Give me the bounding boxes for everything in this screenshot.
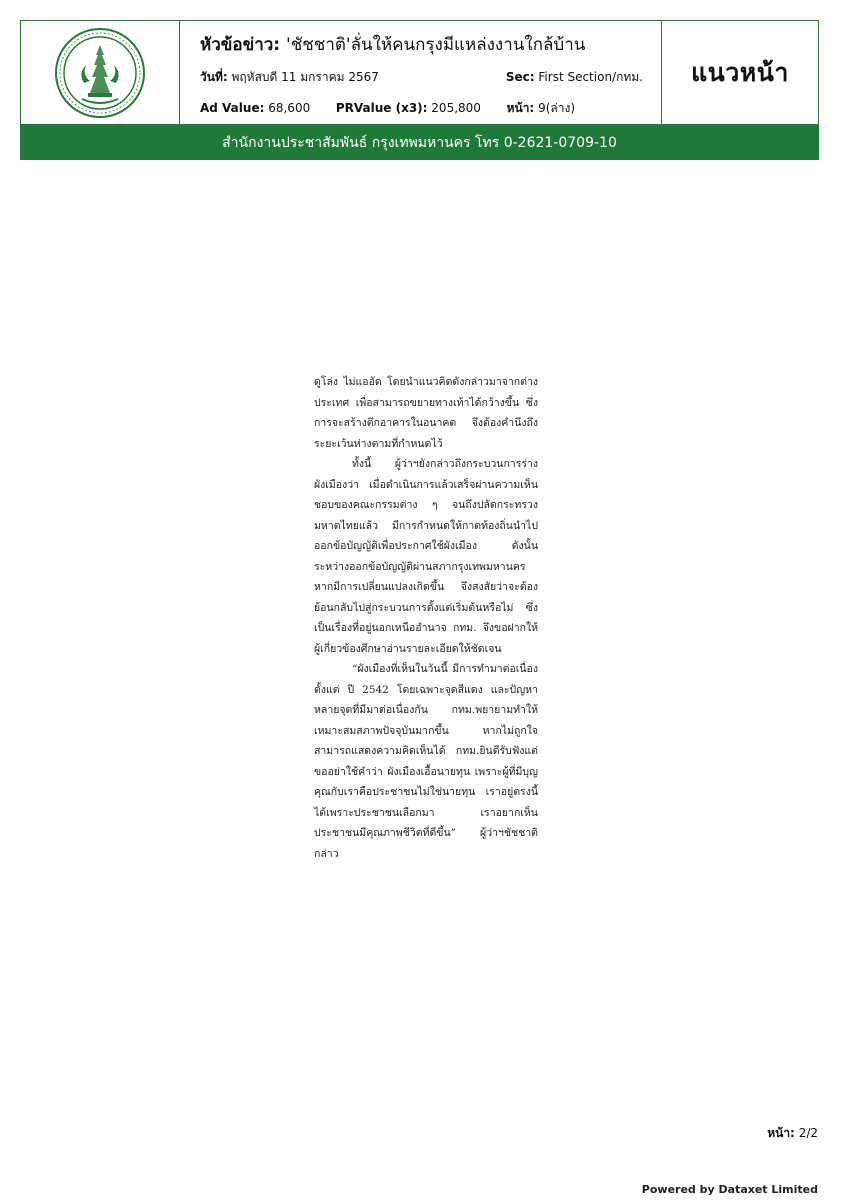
section-label: Sec: bbox=[505, 70, 535, 84]
date-label: วันที่: bbox=[200, 70, 228, 84]
article-paragraph: “ผังเมืองที่เห็นในวันนี้ มีการทำมาต่อเนื่องตั้งแต่ ปี 2542 โดยเฉพาะจุดสีแดง และปัญหาหลายจุดที่มีมาต่อเนื่องกัน กทม.พยายามทำให้เหมาะสมสภาพปัจจุบันมากขึ้น หากไม่ถูกใจสามารถแสดงความคิดเห็นได้ กทม.ยินดีรับฟังแต่ขออย่าใช้คำว่า ผังเมืองเอื้อนายทุน เพราะผู้ที่มีบุญคุณกับเราคือประชาชนไม่ใช่นายทุน เราอยู่ตรงนี้ได้เพราะประชาชนเลือกมา เราอยากเห็นประชาชนมีคุณภาพชีวิตที่ดีขึ้น” ผู้ว่าฯชัชชาติกล่าว bbox=[314, 663, 538, 860]
headline-row bbox=[200, 31, 643, 58]
clipping-header bbox=[20, 20, 819, 125]
date-group bbox=[200, 68, 379, 87]
pr-value-label: PRValue (x3): bbox=[335, 101, 428, 115]
office-contact-text: สำนักงานประชาสัมพันธ์ กรุงเทพมหานคร โทร 0-2621-0709-10 bbox=[222, 134, 617, 151]
pr-value: 205,800 bbox=[431, 101, 481, 115]
bangkok-metropolitan-seal-icon bbox=[54, 27, 146, 119]
powered-by: Powered by Dataxet Limited bbox=[641, 1183, 818, 1196]
date-value: พฤหัสบดี 11 มกราคม 2567 bbox=[231, 70, 379, 84]
ad-value-label: Ad Value: bbox=[200, 101, 265, 115]
logo-cell bbox=[21, 21, 180, 124]
values-row bbox=[200, 99, 643, 118]
headline-label: หัวข้อข่าว: bbox=[200, 35, 281, 55]
date-section-row bbox=[200, 68, 643, 87]
office-contact-band bbox=[20, 125, 819, 160]
publication-cell bbox=[662, 21, 818, 124]
article-paragraph: ดูโล่ง ไม่แออัด โดยนำแนวคิดดังกล่าวมาจากต่างประเทศ เพื่อสามารถขยายทางเท้าได้กว้างขึ้น ซึ่งการจะสร้างตึกอาคารในอนาคต จึงต้องคำนึงถึงระยะเว้นห่างตามที่กำหนดไว้ bbox=[314, 376, 538, 450]
article-paragraph: ทั้งนี้ ผู้ว่าฯยังกล่าวถึงกระบวนการร่างผังเมืองว่า เมื่อดำเนินการแล้วเสร็จผ่านความเห็นชอบของคณะกรรมต่าง ๆ จนถึงปลัดกระทรวงมหาดไทยแล้ว มีการกำหนดให้กาดท้องถิ่นนำไปออกข้อบัญญัติเพื่อประกาศใช้ผังเมือง ดังนั้น ระหว่างออกข้อบัญญัติผ่านสภากรุงเทพมหานคร หากมีการเปลี่ยนแปลงเกิดขึ้น จึงสงสัยว่าจะต้องย้อนกลับไปสู่กระบวนการตั้งแต่เริ่มต้นหรือไม่ ซึ่งเป็นเรื่องที่อยู่นอกเหนืออำนาจ กทม. จึงขอฝากให้ผู้เกี่ยวข้องศึกษาอ่านรายละเอียดให้ชัดเจน bbox=[314, 458, 538, 655]
publication-name: แนวหน้า bbox=[691, 57, 789, 87]
page-number bbox=[767, 1124, 818, 1143]
section-group bbox=[506, 68, 643, 87]
headline-text: 'ชัชชาติ'ลั่นให้คนกรุงมีแหล่งงานใกล้บ้าน bbox=[286, 35, 586, 55]
page-number-value: 2/2 bbox=[798, 1126, 818, 1140]
page-value: 9(ล่าง) bbox=[538, 101, 576, 115]
article-column bbox=[314, 372, 538, 864]
page-number-label: หน้า: bbox=[767, 1126, 795, 1140]
clipping-info bbox=[180, 21, 662, 124]
page-label: หน้า: bbox=[506, 101, 535, 115]
ad-value: 68,600 bbox=[268, 101, 311, 115]
section-value: First Section/กทม. bbox=[538, 70, 643, 84]
